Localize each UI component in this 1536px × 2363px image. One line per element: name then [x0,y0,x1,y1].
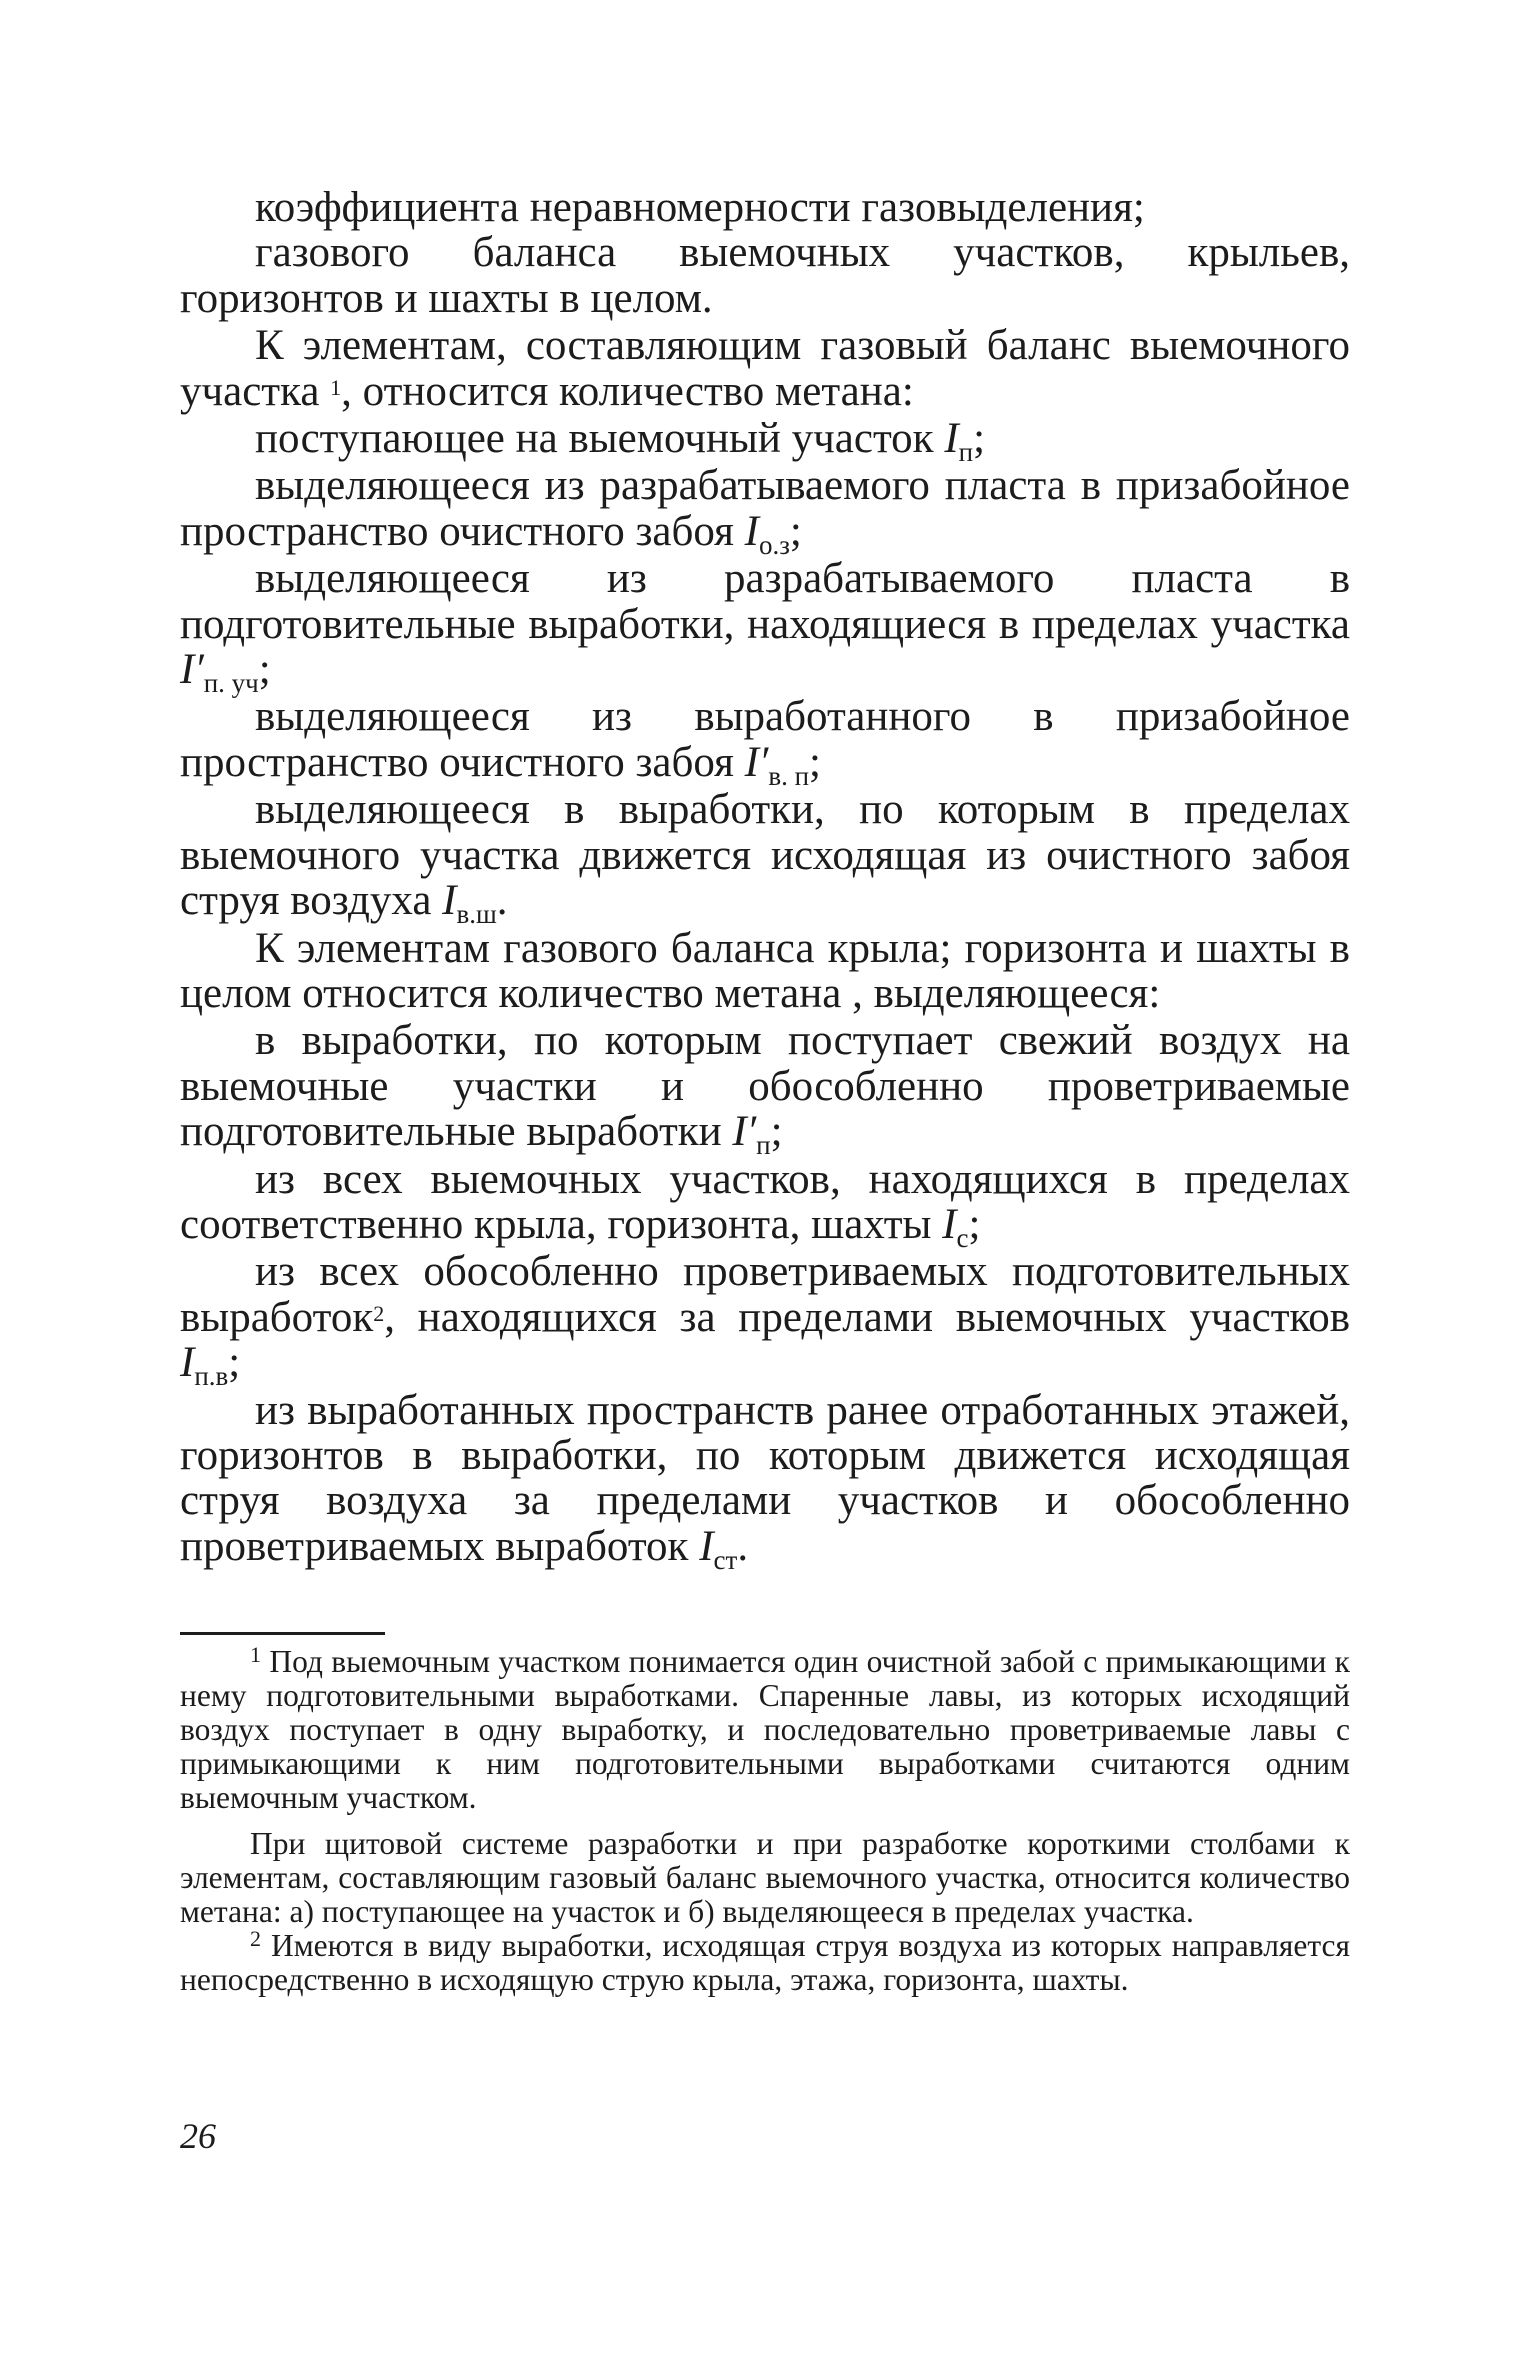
formula-symbol: I [942,1200,957,1248]
footnotes [180,1642,1350,1997]
formula-symbol: I [442,877,457,925]
main-text [180,184,1350,1575]
paragraph: выделяющееся из выработанного в призабойное пространство очистного забоя $I'_{в. п}$; [180,693,1350,791]
formula-symbol: I′ [744,738,769,786]
footnote-ref: 1 [330,374,342,400]
paragraph: выделяющееся из разрабатываемого пласта в подготовительные выработки, находящиеся в пределах участка $I'_{п. уч}$; [180,555,1350,699]
footnote-divider [180,1632,385,1635]
paragraph: выделяющееся в выработки, по которым в пределах выемочного участка движется исходящая из очистного забоя струя воздуха $I_{в.ш}$. [180,786,1350,930]
paragraph: К элементам, составляющим газовый баланс выемочного участка $^1$, относится количество метана: [180,322,1350,415]
paragraph: газового баланса выемочных участков, крыльев, горизонтов и шахты в целом. [180,229,1350,322]
footnote-ref: 2 [373,1300,385,1326]
paragraph: поступающее на выемочный участок $I_п$; [255,415,986,468]
paragraph: К элементам газового баланса крыла; горизонта и шахты в целом относится количество метана , выделяющееся: [180,924,1350,1017]
formula-symbol: I [180,1339,195,1387]
formula-symbol: I [744,507,759,555]
formula-symbol: I′ [180,646,204,694]
formula-symbol: I [699,1522,714,1570]
paragraph: в выработки, по которым поступает свежий воздух на выемочные участки и обособленно проветриваемые подготовительные выработки $I'_п$; [180,1017,1350,1161]
page-number: 26 [180,2116,216,2156]
paragraph: из всех выемочных участков, находящихся в пределах соответственно крыла, горизонта, шахты $I_с$; [180,1155,1350,1253]
paragraph: из всех обособленно проветриваемых подготовительных выработок$^2$, находящихся за пределами выемочных участков $I_{п.в}$; [180,1248,1350,1392]
formula-symbol: I′ [732,1108,757,1156]
paragraph: коэффициента неравномерности газовыделения; [255,184,1145,231]
footnote: $^2$ Имеются в виду выработки, исходящая струя воздуха из которых направляется непосредственно в исходящую струю крыла, этажа, горизонта, шахты. [180,1926,1350,1997]
footnote: $^1$ Под выемочным участком понимается один очистной забой с примыкающими к нему подготовительными выработками. Спаренные лавы, из которых исходящий воздух поступает в одну выработку, и последовательно проветриваемые лавы с примыкающими к ним подготовительными выработками считаются одним выемочным участком. [180,1642,1350,1815]
paragraph: из выработанных пространств ранее отработанных этажей, горизонтов в выработки, по которым движется исходящая струя воздуха за пределами участков и обособленно проветриваемых выработок $I_{ст}$. [180,1386,1350,1575]
formula-symbol: I [944,415,959,463]
paragraph: выделяющееся из разрабатываемого пласта в призабойное пространство очистного забоя $I_{о.з}$; [180,462,1350,560]
footnote: При щитовой системе разработки и при разработке короткими столбами к элементам, составляющим газовый баланс выемочного участка, относится количество метана: а) поступающее на участок и б) выделяющееся в пределах участка. [180,1826,1350,1929]
